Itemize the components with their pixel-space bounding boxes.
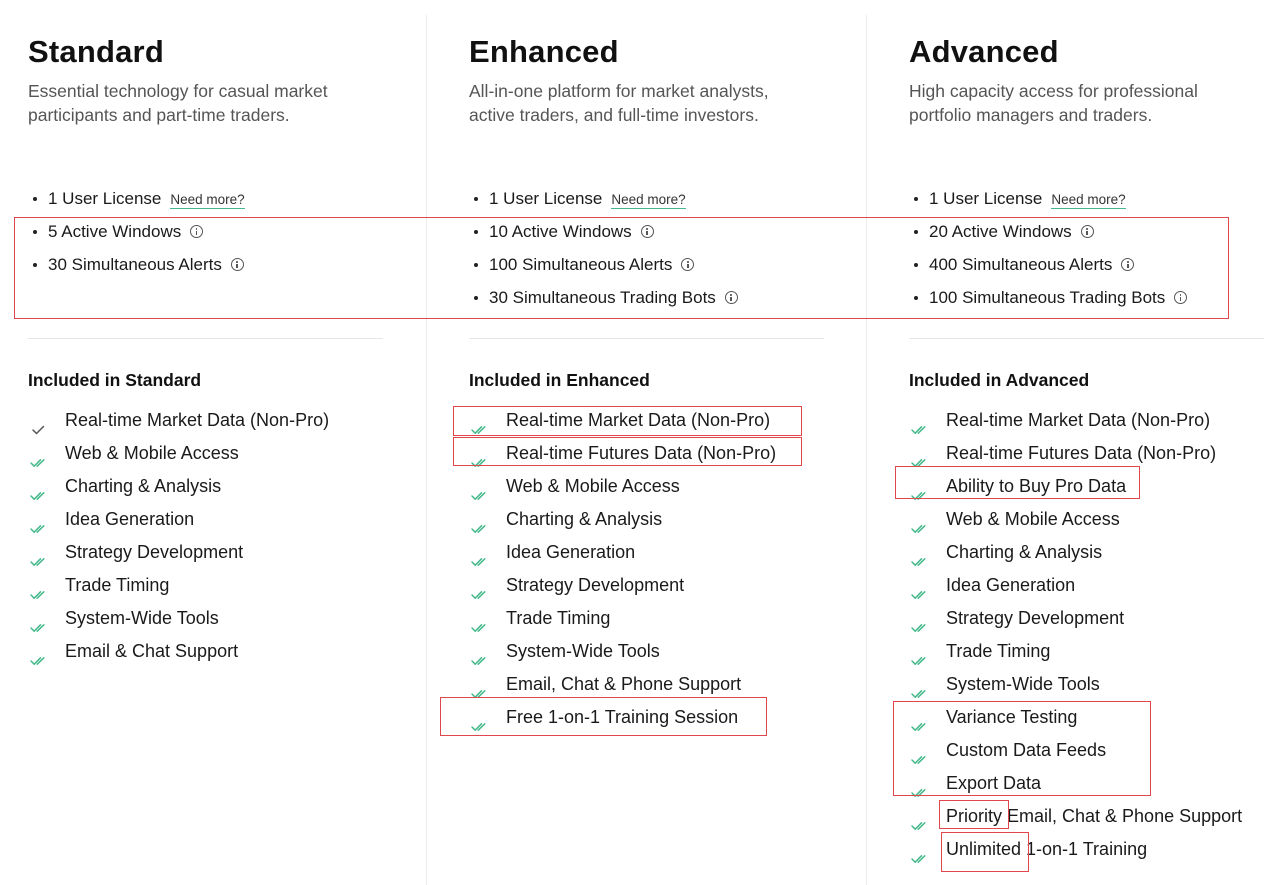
limit-item	[28, 252, 245, 285]
feature-label: Web & Mobile Access	[946, 509, 1120, 529]
bullet-icon	[914, 263, 918, 267]
feature-label: Variance Testing	[946, 707, 1078, 727]
double-check-icon	[469, 612, 489, 624]
feature-item-trade-timing	[909, 635, 1242, 668]
limit-item	[909, 186, 1187, 219]
limit-text: 30 Simultaneous Trading Bots	[489, 288, 716, 307]
feature-item-trade-timing	[28, 569, 329, 602]
bullet-icon	[914, 197, 918, 201]
feature-label: Email, Chat & Phone Support	[506, 674, 742, 694]
feature-label: Custom Data Feeds	[946, 740, 1107, 760]
feature-item-web-mobile-access	[28, 437, 329, 470]
double-check-icon	[909, 843, 929, 855]
feature-label: Idea Generation	[946, 575, 1076, 595]
plan-column-enhanced	[469, 0, 839, 885]
info-icon[interactable]	[190, 225, 203, 238]
feature-label: Charting & Analysis	[506, 509, 663, 529]
feature-item-web-mobile-access	[909, 503, 1242, 536]
double-check-icon	[28, 447, 48, 459]
plan-limits-list	[28, 186, 245, 285]
feature-label: Charting & Analysis	[946, 542, 1103, 562]
double-check-icon	[28, 579, 48, 591]
feature-item-custom-data-feeds	[909, 734, 1242, 767]
need-more-link[interactable]: Need more?	[170, 192, 245, 207]
feature-label: Charting & Analysis	[65, 476, 222, 496]
feature-label: System-Wide Tools	[65, 608, 219, 628]
double-check-icon	[469, 513, 489, 525]
limit-item	[909, 219, 1187, 252]
bullet-icon	[33, 197, 37, 201]
double-check-icon	[909, 777, 929, 789]
feature-item-system-wide-tools	[28, 602, 329, 635]
limit-text: 30 Simultaneous Alerts	[48, 255, 222, 274]
feature-label: Strategy Development	[506, 575, 685, 595]
feature-item-strategy-development	[28, 536, 329, 569]
plan-description: High capacity access for professional portfolio managers and traders.	[909, 81, 1198, 125]
feature-item-web-mobile-access	[469, 470, 776, 503]
feature-label: Real-time Market Data (Non-Pro)	[65, 410, 330, 430]
features-list	[28, 404, 329, 668]
feature-label: Email & Chat Support	[65, 641, 239, 661]
feature-item-free-1-on-1-training-session	[469, 701, 776, 734]
double-check-icon	[28, 546, 48, 558]
double-check-icon	[469, 414, 489, 426]
limit-item	[909, 252, 1187, 285]
single-check-icon	[28, 414, 48, 426]
feature-item-charting-analysis	[469, 503, 776, 536]
feature-label: Free 1-on-1 Training Session	[506, 707, 739, 727]
info-icon[interactable]	[1174, 291, 1187, 304]
double-check-icon	[909, 810, 929, 822]
feature-item-real-time-market-data-non-pro	[909, 404, 1242, 437]
features-list	[909, 404, 1242, 866]
limit-item	[469, 285, 738, 318]
feature-item-charting-analysis	[909, 536, 1242, 569]
bullet-icon	[474, 296, 478, 300]
limit-text: 100 Simultaneous Alerts	[489, 255, 673, 274]
double-check-icon	[909, 612, 929, 624]
feature-item-trade-timing	[469, 602, 776, 635]
included-heading: Included in Enhanced	[469, 370, 650, 390]
feature-label: Unlimited 1-on-1 Training	[946, 839, 1148, 859]
feature-label: Trade Timing	[946, 641, 1051, 661]
double-check-icon	[909, 546, 929, 558]
feature-item-charting-analysis	[28, 470, 329, 503]
double-check-icon	[469, 480, 489, 492]
feature-item-system-wide-tools	[909, 668, 1242, 701]
limit-text: 400 Simultaneous Alerts	[929, 255, 1113, 274]
feature-item-real-time-market-data-non-pro	[469, 404, 776, 437]
limit-text: 1 User License	[929, 189, 1043, 208]
feature-label: System-Wide Tools	[946, 674, 1100, 694]
feature-item-system-wide-tools	[469, 635, 776, 668]
included-heading: Included in Advanced	[909, 370, 1090, 390]
feature-item-priority-email-chat-phone-support	[909, 800, 1242, 833]
plan-title: Enhanced	[469, 34, 619, 69]
need-more-link[interactable]: Need more?	[611, 192, 686, 207]
limit-text: 10 Active Windows	[489, 222, 632, 241]
double-check-icon	[909, 480, 929, 492]
feature-label: Priority Email, Chat & Phone Support	[946, 806, 1243, 826]
info-icon[interactable]	[231, 258, 244, 271]
double-check-icon	[909, 711, 929, 723]
feature-item-real-time-futures-data-non-pro	[469, 437, 776, 470]
column-divider	[866, 15, 867, 885]
bullet-icon	[33, 263, 37, 267]
feature-label: Trade Timing	[506, 608, 611, 628]
bullet-icon	[914, 296, 918, 300]
feature-label: Real-time Futures Data (Non-Pro)	[946, 443, 1217, 463]
feature-item-idea-generation	[28, 503, 329, 536]
limit-item	[28, 219, 245, 252]
double-check-icon	[909, 447, 929, 459]
double-check-icon	[28, 480, 48, 492]
feature-item-ability-to-buy-pro-data	[909, 470, 1242, 503]
plan-column-advanced	[909, 0, 1280, 885]
plan-limits-list	[469, 186, 738, 318]
feature-label: Idea Generation	[506, 542, 636, 562]
double-check-icon	[909, 579, 929, 591]
limit-text: 5 Active Windows	[48, 222, 182, 241]
bullet-icon	[33, 230, 37, 234]
feature-label: Real-time Futures Data (Non-Pro)	[506, 443, 777, 463]
bullet-icon	[474, 197, 478, 201]
feature-item-strategy-development	[909, 602, 1242, 635]
bullet-icon	[474, 230, 478, 234]
feature-label: Strategy Development	[65, 542, 244, 562]
double-check-icon	[28, 612, 48, 624]
plan-title: Advanced	[909, 34, 1059, 69]
feature-item-idea-generation	[909, 569, 1242, 602]
included-heading: Included in Standard	[28, 370, 202, 390]
plan-description: All-in-one platform for market analysts, active traders, and full-time investors.	[469, 81, 769, 125]
bullet-icon	[474, 263, 478, 267]
double-check-icon	[469, 546, 489, 558]
double-check-icon	[909, 744, 929, 756]
feature-item-real-time-market-data-non-pro	[28, 404, 329, 437]
double-check-icon	[909, 678, 929, 690]
feature-label: Ability to Buy Pro Data	[946, 476, 1127, 496]
bullet-icon	[914, 230, 918, 234]
limit-item	[469, 252, 738, 285]
double-check-icon	[909, 414, 929, 426]
limit-item	[909, 285, 1187, 318]
info-icon[interactable]	[1081, 225, 1094, 238]
limit-text: 1 User License	[48, 189, 162, 208]
feature-label: Real-time Market Data (Non-Pro)	[946, 410, 1211, 430]
double-check-icon	[469, 579, 489, 591]
double-check-icon	[469, 645, 489, 657]
feature-label: Export Data	[946, 773, 1042, 793]
limit-text: 1 User License	[489, 189, 603, 208]
double-check-icon	[28, 645, 48, 657]
plan-column-standard	[28, 0, 388, 885]
info-icon[interactable]	[725, 291, 738, 304]
info-icon[interactable]	[681, 258, 694, 271]
feature-item-variance-testing	[909, 701, 1242, 734]
double-check-icon	[909, 513, 929, 525]
feature-label: Web & Mobile Access	[65, 443, 239, 463]
feature-item-export-data	[909, 767, 1242, 800]
feature-item-real-time-futures-data-non-pro	[909, 437, 1242, 470]
double-check-icon	[28, 513, 48, 525]
feature-label: Idea Generation	[65, 509, 195, 529]
feature-item-email-chat-phone-support	[469, 668, 776, 701]
feature-item-strategy-development	[469, 569, 776, 602]
feature-label: Web & Mobile Access	[506, 476, 680, 496]
feature-item-email-chat-support	[28, 635, 329, 668]
double-check-icon	[469, 711, 489, 723]
double-check-icon	[909, 645, 929, 657]
feature-label: Strategy Development	[946, 608, 1125, 628]
plan-limits-list	[909, 186, 1187, 318]
info-icon[interactable]	[641, 225, 654, 238]
limit-text: 100 Simultaneous Trading Bots	[929, 288, 1166, 307]
feature-label: System-Wide Tools	[506, 641, 660, 661]
plan-title: Standard	[28, 34, 164, 69]
features-list	[469, 404, 776, 734]
feature-item-unlimited-1-on-1-training	[909, 833, 1242, 866]
plan-description: Essential technology for casual market participants and part-time traders.	[28, 81, 328, 125]
feature-label: Trade Timing	[65, 575, 170, 595]
limit-item	[469, 219, 738, 252]
double-check-icon	[469, 678, 489, 690]
info-icon[interactable]	[1121, 258, 1134, 271]
limit-text: 20 Active Windows	[929, 222, 1072, 241]
feature-label: Real-time Market Data (Non-Pro)	[506, 410, 771, 430]
feature-item-idea-generation	[469, 536, 776, 569]
limit-item	[28, 186, 245, 219]
double-check-icon	[469, 447, 489, 459]
limit-item	[469, 186, 738, 219]
need-more-link[interactable]: Need more?	[1051, 192, 1126, 207]
column-divider	[426, 15, 427, 885]
